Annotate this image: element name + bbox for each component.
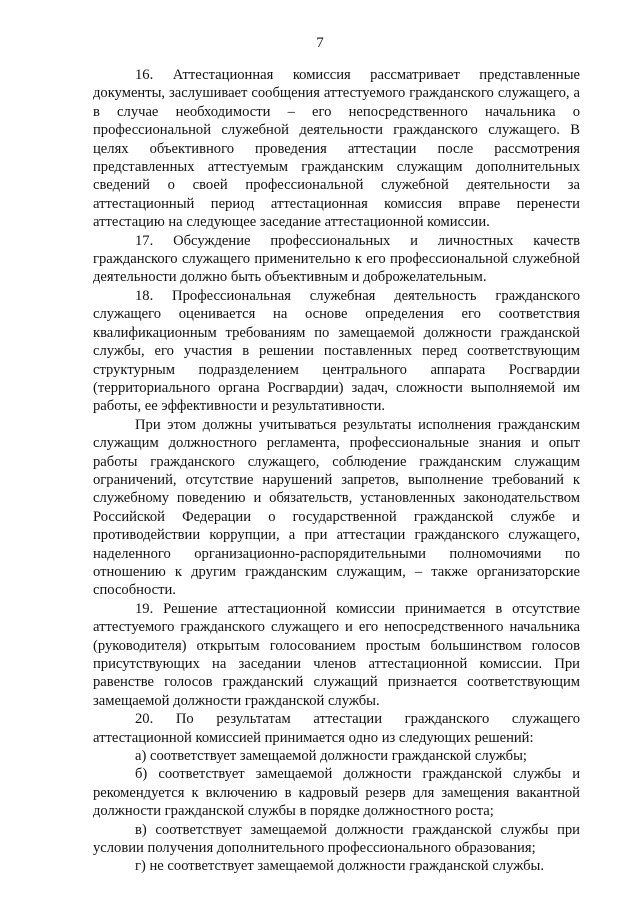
page-number: 7 xyxy=(316,35,324,51)
document-body xyxy=(93,66,580,876)
paragraph-19: 19. Решение аттестационной комиссии принимается в отсутствие аттестуемого гражданского служащего и его непосредственного начальника (руководителя) открытым голосованием простым большинством голосов присутствующих на заседании членов аттестационной комиссии. При равенстве голосов гражданский служащий признается соответствующим замещаемой должности гражданской службы. xyxy=(93,600,580,709)
decision-item-b: б) соответствует замещаемой должности гражданской службы и рекомендуется к включению в кадровый резерв для замещения вакантной должности гражданской службы в порядке должностного роста; xyxy=(93,766,580,820)
decision-item-a: а) соответствует замещаемой должности гражданской службы; xyxy=(135,748,527,765)
paragraph-18: 18. Профессиональная служебная деятельность гражданского служащего оценивается на основе определения его соответствия квалификационным требованиям по замещаемой должности гражданской службы, его участия в решении поставленных перед соответствующим структурным подразделением центрального аппарата Росгвардии (территориального органа Росгвардии) задач, сложности выполняемой им работы, ее эффективности и результативности. xyxy=(93,287,580,415)
paragraph-16: 16. Аттестационная комиссия рассматривает представленные документы, заслушивает сообщения аттестуемого гражданского служащего, а в случае необходимости – его непосредственного начальника о профессиональной служебной деятельности гражданского служащего. В целях объективного проведения аттестации после рассмотрения представленных аттестуемым гражданским служащим дополнительных сведений о своей профессиональной служебной деятельности за аттестационный период аттестационная комиссия вправе перенести аттестацию на следующее заседание аттестационной комиссии. xyxy=(93,67,580,231)
decision-item-g: г) не соответствует замещаемой должности гражданской службы. xyxy=(135,858,544,875)
paragraph-18-continuation: При этом должны учитываться результаты исполнения гражданским служащим должностного регламента, профессиональные знания и опыт работы гражданского служащего, соблюдение гражданским служащим ограничений, отсутствие нарушений запретов, выполнение требований к служебному поведению и обязательств, установленных законодательством Российской Федерации о государственной гражданской службе и противодействии коррупции, а при аттестации гражданского служащего, наделенного организационно-распорядительными полномочиями по отношению к другим гражданским служащим, – также организаторские способности. xyxy=(93,416,580,599)
paragraph-20: 20. По результатам аттестации гражданского служащего аттестационной комиссией принимается одно из следующих решений: xyxy=(93,711,580,746)
paragraph-17: 17. Обсуждение профессиональных и личностных качеств гражданского служащего применительно к его профессиональной служебной деятельности должно быть объективным и доброжелательным. xyxy=(93,232,580,286)
decision-item-v: в) соответствует замещаемой должности гражданской службы при условии получения дополнительного профессионального образования; xyxy=(93,821,580,857)
